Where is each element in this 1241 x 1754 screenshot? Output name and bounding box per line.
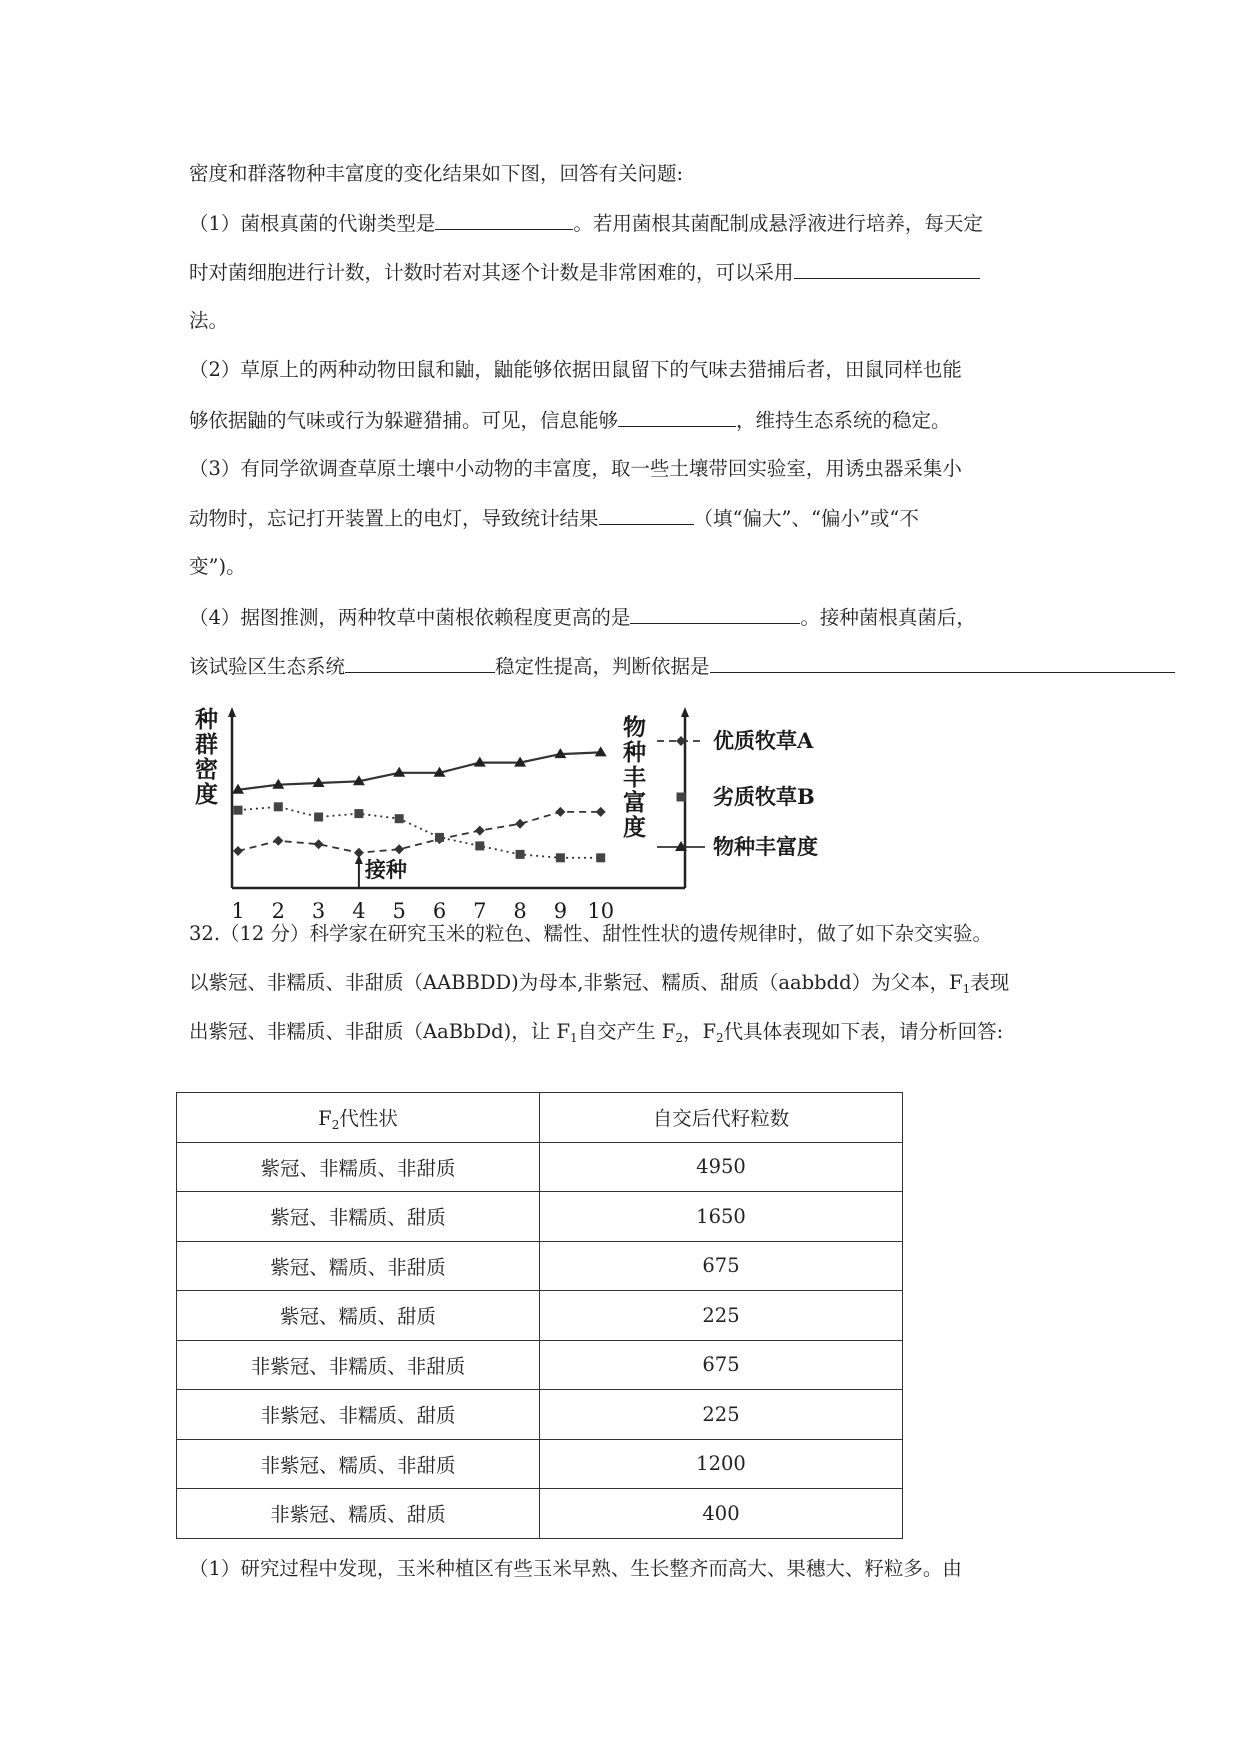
question-1-line-2: 时对菌细胞进行计数，计数时若对其逐个计数是非常困难的，可以采用 xyxy=(189,258,980,287)
table-row xyxy=(177,1340,903,1390)
table-row xyxy=(177,1241,903,1291)
x-tick-label: 1 xyxy=(231,899,245,923)
trait-cell: 非紫冠、非糯质、甜质 xyxy=(177,1390,540,1440)
series-1 xyxy=(233,807,606,858)
y-axis-right-arrow xyxy=(681,707,689,717)
question-2-line-1: （2）草原上的两种动物田鼠和鼬，鼬能够依据田鼠留下的气味去猎捕后者，田鼠同样也能 xyxy=(189,358,962,381)
question-3-line-3: 变”)。 xyxy=(189,555,246,578)
legend-item xyxy=(677,784,815,809)
question-32-part-1: （1）研究过程中发现，玉米种植区有些玉米早熟、生长整齐而高大、果穗大、籽粒多。由 xyxy=(189,1557,962,1580)
data-point xyxy=(314,839,324,849)
y-axis-left-arrow xyxy=(228,707,236,717)
y-axis-label-char: 丰 xyxy=(623,764,646,791)
header-count: 自交后代籽粒数 xyxy=(540,1093,903,1143)
data-point xyxy=(475,826,485,836)
data-point xyxy=(435,833,444,842)
x-tick-label: 3 xyxy=(311,899,326,923)
answer-blank[interactable] xyxy=(345,652,495,673)
data-point xyxy=(314,813,323,822)
count-cell: 225 xyxy=(540,1291,903,1341)
data-point xyxy=(233,846,243,856)
data-point xyxy=(555,807,565,817)
x-tick-label: 9 xyxy=(553,899,568,923)
trait-cell: 紫冠、糯质、非甜质 xyxy=(177,1241,540,1291)
table-row xyxy=(177,1489,903,1539)
answer-blank[interactable] xyxy=(710,652,1175,673)
x-tick-label: 7 xyxy=(473,899,487,923)
question-3-line-2: 动物时，忘记打开装置上的电灯，导致统计结果 （填“偏大”、“偏小”或“不 xyxy=(189,504,919,533)
y-axis-label-char: 度 xyxy=(623,814,646,841)
table-row xyxy=(177,1439,903,1489)
trait-cell: 紫冠、非糯质、非甜质 xyxy=(177,1142,540,1192)
annotation-arrowhead xyxy=(355,855,363,864)
legend-label: 物种丰富度 xyxy=(713,834,818,859)
table-row xyxy=(177,1142,903,1192)
data-point xyxy=(515,819,525,829)
y-axis-label-char: 物 xyxy=(623,714,646,741)
data-point xyxy=(556,853,565,862)
data-point xyxy=(234,806,243,815)
table-row xyxy=(177,1192,903,1242)
intro-text: 密度和群落物种丰富度的变化结果如下图，回答有关问题: xyxy=(189,162,684,185)
x-tick-label: 5 xyxy=(392,899,406,923)
count-cell: 225 xyxy=(540,1390,903,1440)
data-point xyxy=(595,746,607,756)
table-row xyxy=(177,1390,903,1440)
x-tick-label: 8 xyxy=(513,899,527,923)
data-point xyxy=(516,850,525,859)
series-line xyxy=(238,752,601,789)
question-4-line-1: （4）据图推测，两种牧草中菌根依赖程度更高的是 。接种菌根真菌后， xyxy=(189,603,976,632)
data-point xyxy=(273,836,283,846)
count-cell: 400 xyxy=(540,1489,903,1539)
legend-item xyxy=(657,728,814,753)
count-cell: 1200 xyxy=(540,1439,903,1489)
header-trait: $F_2$代性状 xyxy=(177,1093,540,1143)
x-tick-label: 4 xyxy=(352,899,366,923)
x-tick-label: 2 xyxy=(271,899,285,923)
x-tick-label: 6 xyxy=(432,899,447,923)
question-32-line-2: 以紫冠、非糯质、非甜质（AABBDD)为母本,非紫冠、糯质、甜质（aabbdd）为父本，$F_1$表现 xyxy=(189,971,1010,996)
y-axis-label-char: 种 xyxy=(623,739,646,766)
y-axis-label-char: 群 xyxy=(195,731,218,758)
question-2-line-2: 够依据鼬的气味或行为躲避猎捕。可见，信息能够 ，维持生态系统的稳定。 xyxy=(189,406,951,435)
data-point xyxy=(596,853,605,862)
table-row xyxy=(177,1291,903,1341)
x-tick-label: 10 xyxy=(587,899,615,923)
y-axis-label-char: 种 xyxy=(195,706,218,733)
question-3-line-1: （3）有同学欲调查草原土壤中小动物的丰富度，取一些土壤带回实验室，用诱虫器采集小 xyxy=(189,457,962,480)
count-cell: 675 xyxy=(540,1241,903,1291)
trait-cell: 紫冠、糯质、甜质 xyxy=(177,1291,540,1341)
trait-cell: 紫冠、非糯质、甜质 xyxy=(177,1192,540,1242)
legend-label: 优质牧草A xyxy=(713,728,814,753)
f2-results-table xyxy=(176,1092,903,1539)
series-line xyxy=(238,807,601,858)
legend-marker xyxy=(677,793,686,802)
series-line xyxy=(238,812,601,853)
answer-blank[interactable] xyxy=(599,504,694,525)
count-cell: 1650 xyxy=(540,1192,903,1242)
data-point xyxy=(475,841,484,850)
data-point xyxy=(395,814,404,823)
data-point xyxy=(394,844,404,854)
y-axis-label-char: 度 xyxy=(195,781,218,808)
question-1-line-3: 法。 xyxy=(189,309,229,332)
answer-blank[interactable] xyxy=(435,209,573,230)
y-axis-label-right xyxy=(623,714,646,841)
series-2 xyxy=(234,802,606,862)
table-header-row xyxy=(177,1093,903,1143)
population-density-chart xyxy=(195,705,915,930)
data-point xyxy=(596,807,606,817)
answer-blank[interactable] xyxy=(630,603,800,624)
question-32-line-1: 32.（12 分）科学家在研究玉米的粒色、糯性、甜性性状的遗传规律时，做了如下杂交实验。 xyxy=(189,922,993,945)
trait-cell: 非紫冠、糯质、甜质 xyxy=(177,1489,540,1539)
question-4-line-2: 该试验区生态系统 稳定性提高，判断依据是 xyxy=(189,652,1175,681)
answer-blank[interactable] xyxy=(794,258,980,279)
count-cell: 4950 xyxy=(540,1142,903,1192)
y-axis-label-left xyxy=(195,706,218,808)
annotation-label: 接种 xyxy=(364,857,407,882)
y-axis-label-char: 富 xyxy=(623,789,646,816)
y-axis-label-char: 密 xyxy=(195,756,218,783)
answer-blank[interactable] xyxy=(618,406,736,427)
legend-label: 劣质牧草B xyxy=(713,784,815,809)
legend-item xyxy=(657,834,818,859)
trait-cell: 非紫冠、非糯质、非甜质 xyxy=(177,1340,540,1390)
count-cell: 675 xyxy=(540,1340,903,1390)
trait-cell: 非紫冠、糯质、非甜质 xyxy=(177,1439,540,1489)
data-point xyxy=(274,802,283,811)
question-1-line-1: （1）菌根真菌的代谢类型是 。若用菌根其菌配制成悬浮液进行培养，每天定 xyxy=(189,209,983,238)
data-point xyxy=(354,809,363,818)
series-3 xyxy=(232,746,607,793)
question-32-line-3: 出紫冠、非糯质、非甜质（AaBbDd)，让 $F_1$自交产生 $F_2$，$F_2$代具体表现如下表，请分析回答: xyxy=(189,1020,1004,1045)
